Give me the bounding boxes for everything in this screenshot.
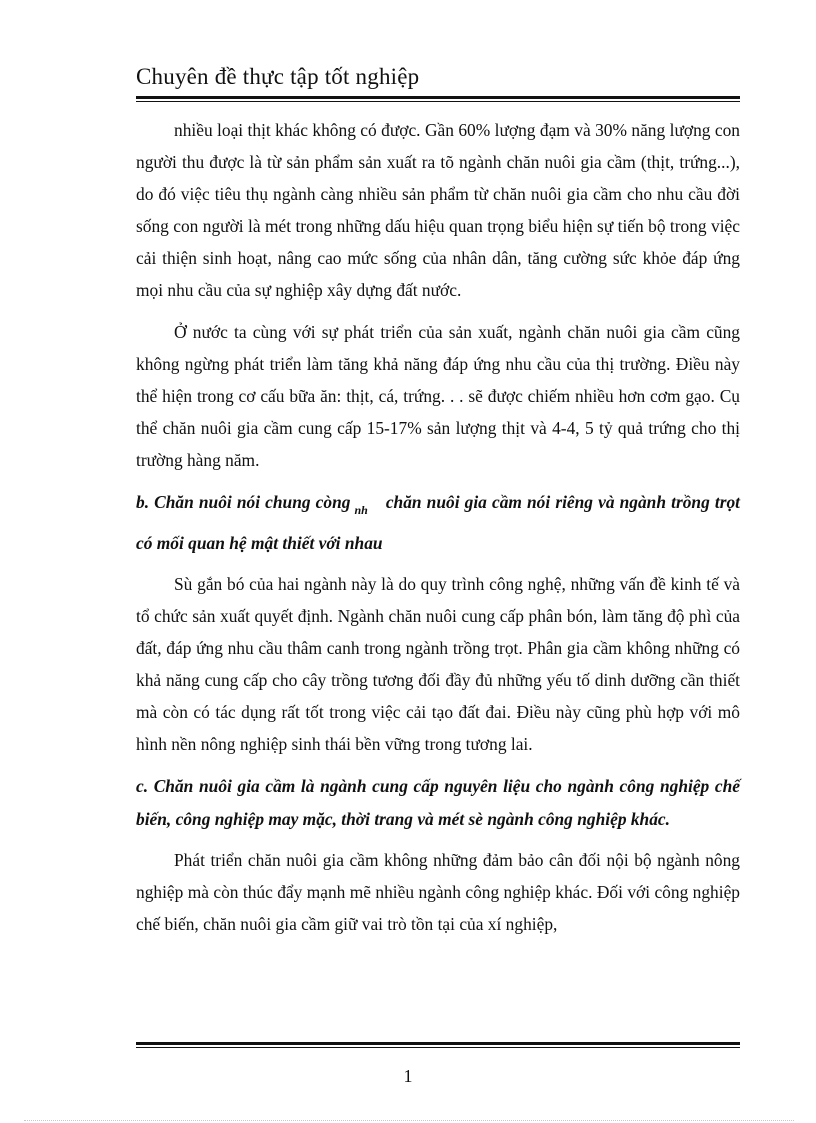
- section-heading-b-end: chăn nuôi gia cầm nói riêng và ngành trồng trọt có mối quan hệ mật thiết với nhau: [136, 492, 741, 553]
- page-number: 1: [403, 1066, 413, 1086]
- page-header-title: Chuyên đề thực tập tốt nghiệp: [136, 64, 420, 89]
- document-body: [136, 114, 740, 950]
- section-heading-c: c. Chăn nuôi gia cầm là ngành cung cấp nguyên liệu cho ngành công nghiệp chế biến, công nghiệp may mặc, thời trang và mét sè ngành công nghiệp khác.: [136, 776, 740, 829]
- section-heading-b-start: b. Chăn nuôi nói chung còng: [136, 492, 351, 512]
- header-rule: [136, 96, 740, 102]
- page-boundary-dotted-line: [24, 1120, 794, 1121]
- header-rule-thick: [136, 96, 740, 99]
- section-heading-b-subscript: nh: [354, 503, 368, 517]
- header-rule-thin: [136, 101, 740, 102]
- footer-rule-thin: [136, 1047, 740, 1048]
- paragraph-3: Sù gắn bó của hai ngành này là do quy trình công nghệ, những vấn đề kinh tế và tổ chức sản xuất quyết định. Ngành chăn nuôi cung cấp phân bón, làm tăng độ phì của đất, đáp ứng nhu cầu thâm canh trong ngành trồng trọt. Phân gia cầm không những có khả năng cung cấp cho cây trồng tương đối đầy đủ những yếu tố dinh dưỡng cần thiết mà còn có tác dụng rất tốt trong việc cải tạo đất đai. Điều này cũng phù hợp với mô hình nền nông nghiệp sinh thái bền vững trong tương lai.: [136, 574, 740, 754]
- paragraph-1: nhiều loại thịt khác không có được. Gần 60% lượng đạm và 30% năng lượng con người thu được là từ sản phẩm sản xuất ra tõ ngành chăn nuôi gia cầm (thịt, trứng...), do đó việc tiêu thụ ngành càng nhiều sản phẩm từ chăn nuôi gia cầm cho nhu cầu đời sống con người là mét trong những dấu hiệu quan trọng biểu hiện sự tiến bộ trong việc cải thiện sinh hoạt, nâng cao mức sống của nhân dân, tăng cường sức khỏe đáp ứng mọi nhu cầu của sự nghiệp xây dựng đất nước.: [136, 120, 740, 300]
- footer-rule-thick: [136, 1042, 740, 1045]
- section-heading-b: [136, 486, 740, 560]
- paragraph-2: Ở nước ta cùng với sự phát triển của sản xuất, ngành chăn nuôi gia cầm cũng không ngừng phát triển làm tăng khả năng đáp ứng nhu cầu của thị trường. Điều này thể hiện trong cơ cấu bữa ăn: thịt, cá, trứng. . . sẽ được chiếm nhiều hơn cơm gạo. Cụ thể chăn nuôi gia cầm cung cấp 15-17% sản lượng thịt và 4-4, 5 tỷ quả trứng cho thị trường hàng năm.: [136, 322, 740, 470]
- footer-rule: [136, 1042, 740, 1048]
- paragraph-4: Phát triển chăn nuôi gia cầm không những đảm bảo cân đối nội bộ ngành nông nghiệp mà còn thúc đẩy mạnh mẽ nhiều ngành công nghiệp khác. Đối với công nghiệp chế biến, chăn nuôi gia cầm giữ vai trò tồn tại của xí nghiệp,: [136, 850, 740, 934]
